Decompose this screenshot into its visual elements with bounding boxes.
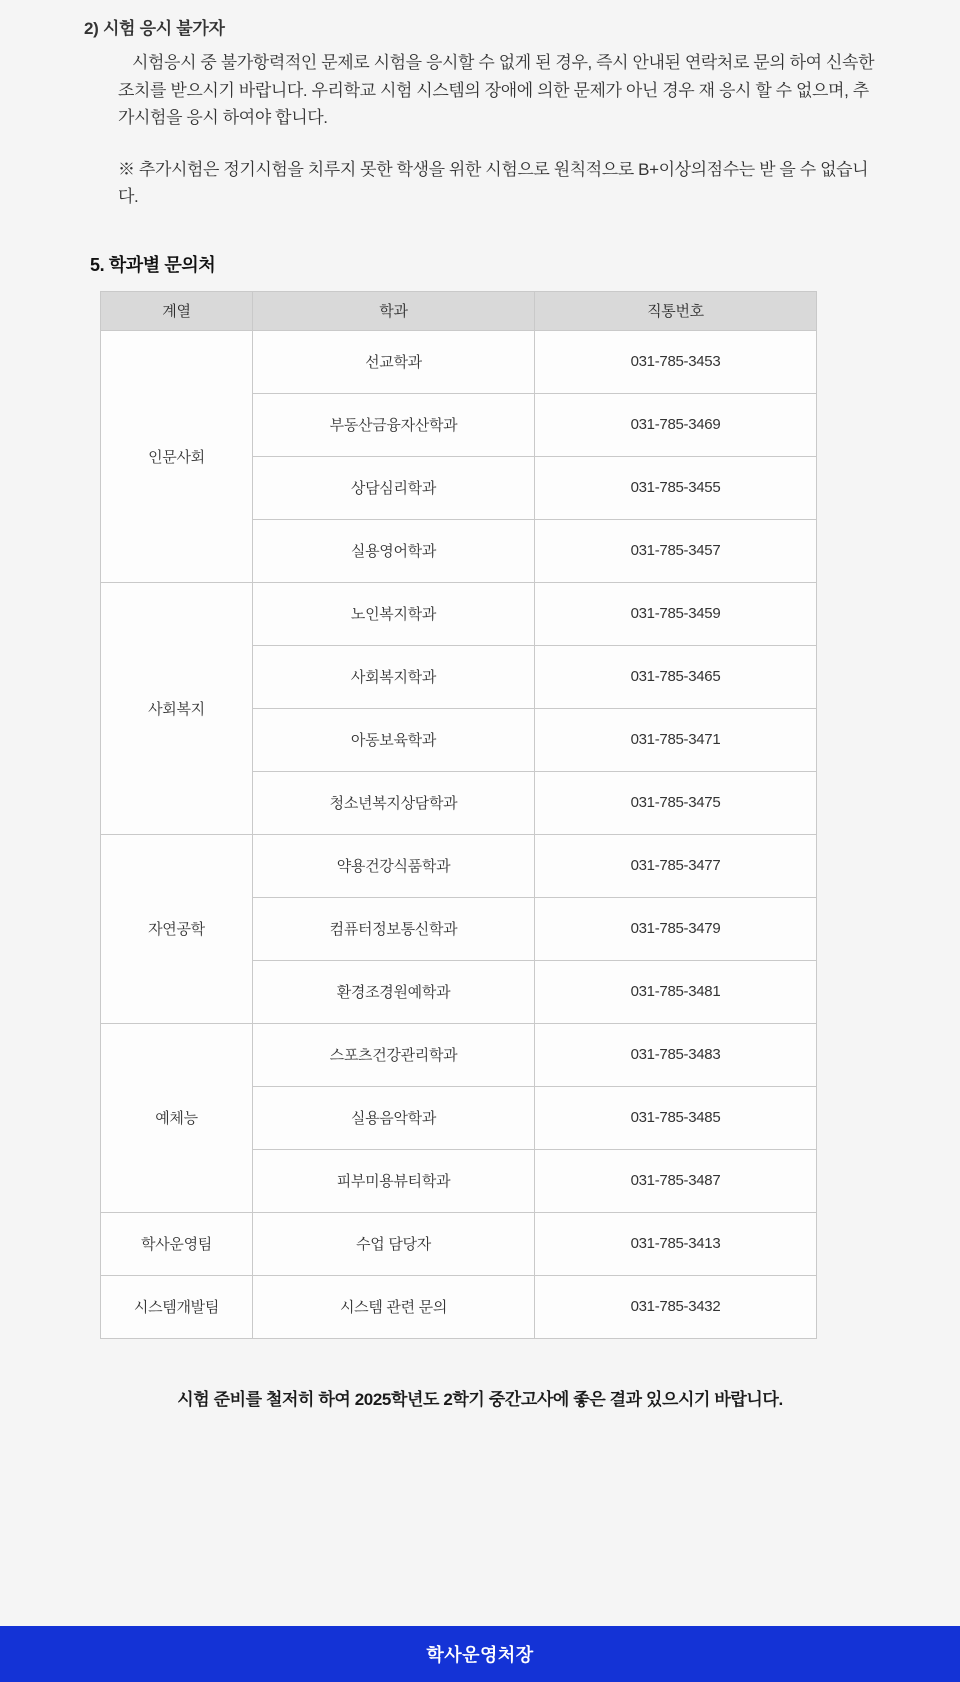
table-row <box>101 1212 817 1275</box>
table-header-row <box>101 291 817 330</box>
table-row <box>101 834 817 897</box>
cell-department: 청소년복지상담학과 <box>253 771 535 834</box>
notice-heading: 2) 시험 응시 불가자 <box>84 19 225 38</box>
cell-phone-number: 031-785-3487 <box>535 1149 817 1212</box>
cell-department: 스포츠건강관리학과 <box>253 1023 535 1086</box>
table-body <box>101 330 817 1338</box>
notice-note-text: ※ 추가시험은 정기시험을 치루지 못한 학생을 위한 시험으로 원칙적으로 B+이상의점수는 받 을 수 없습니다. <box>118 159 869 207</box>
cell-phone-number: 031-785-3475 <box>535 771 817 834</box>
exam-ineligible-notice <box>0 0 960 211</box>
cell-department: 부동산금융자산학과 <box>253 393 535 456</box>
closing-message: 시험 준비를 철저히 하여 2025학년도 2학기 중간고사에 좋은 결과 있으시기 바랍니다. <box>177 1389 783 1409</box>
cell-phone-number: 031-785-3432 <box>535 1275 817 1338</box>
table-row <box>101 582 817 645</box>
cell-group-name: 사회복지 <box>101 582 253 834</box>
cell-phone-number: 031-785-3485 <box>535 1086 817 1149</box>
cell-phone-number: 031-785-3469 <box>535 393 817 456</box>
table-header <box>101 291 817 330</box>
cell-group-name: 예체능 <box>101 1023 253 1212</box>
cell-phone-number: 031-785-3453 <box>535 330 817 393</box>
cell-department: 상담심리학과 <box>253 456 535 519</box>
department-contacts-section <box>0 211 960 1339</box>
notice-body-text: 시험응시 중 불가항력적인 문제로 시험을 응시할 수 없게 된 경우, 즉시 안내된 연락처로 문의 하여 신속한 조치를 받으시기 바랍니다. 우리학교 시험 시스템의 장애에 의한 문제가 아닌 경우 재 응시 할 수 없으며, 추가시험을 응시 하여야 합니다. <box>118 53 875 128</box>
cell-phone-number: 031-785-3479 <box>535 897 817 960</box>
cell-department: 약용건강식품학과 <box>253 834 535 897</box>
cell-phone-number: 031-785-3459 <box>535 582 817 645</box>
table-row <box>101 1275 817 1338</box>
section-title: 5. 학과별 문의처 <box>90 254 216 275</box>
footer-bar <box>0 1626 960 1682</box>
cell-department: 실용영어학과 <box>253 519 535 582</box>
cell-department: 실용음악학과 <box>253 1086 535 1149</box>
cell-department: 노인복지학과 <box>253 582 535 645</box>
cell-department: 환경조경원예학과 <box>253 960 535 1023</box>
cell-department: 선교학과 <box>253 330 535 393</box>
cell-phone-number: 031-785-3477 <box>535 834 817 897</box>
cell-phone-number: 031-785-3413 <box>535 1212 817 1275</box>
cell-department: 수업 담당자 <box>253 1212 535 1275</box>
cell-phone-number: 031-785-3457 <box>535 519 817 582</box>
cell-department: 피부미용뷰티학과 <box>253 1149 535 1212</box>
cell-group-name: 인문사회 <box>101 330 253 582</box>
cell-department: 시스템 관련 문의 <box>253 1275 535 1338</box>
footer-label: 학사운영처장 <box>426 1645 534 1665</box>
cell-department: 아동보육학과 <box>253 708 535 771</box>
cell-phone-number: 031-785-3481 <box>535 960 817 1023</box>
column-header-phone: 직통번호 <box>535 291 817 330</box>
cell-group-name: 자연공학 <box>101 834 253 1023</box>
cell-department: 컴퓨터정보통신학과 <box>253 897 535 960</box>
table-row <box>101 1023 817 1086</box>
column-header-department: 학과 <box>253 291 535 330</box>
column-header-group: 계열 <box>101 291 253 330</box>
cell-phone-number: 031-785-3483 <box>535 1023 817 1086</box>
table-row <box>101 330 817 393</box>
cell-group-name: 시스템개발팀 <box>101 1275 253 1338</box>
department-contact-table <box>100 291 817 1339</box>
cell-group-name: 학사운영팀 <box>101 1212 253 1275</box>
cell-phone-number: 031-785-3465 <box>535 645 817 708</box>
cell-phone-number: 031-785-3471 <box>535 708 817 771</box>
cell-phone-number: 031-785-3455 <box>535 456 817 519</box>
cell-department: 사회복지학과 <box>253 645 535 708</box>
